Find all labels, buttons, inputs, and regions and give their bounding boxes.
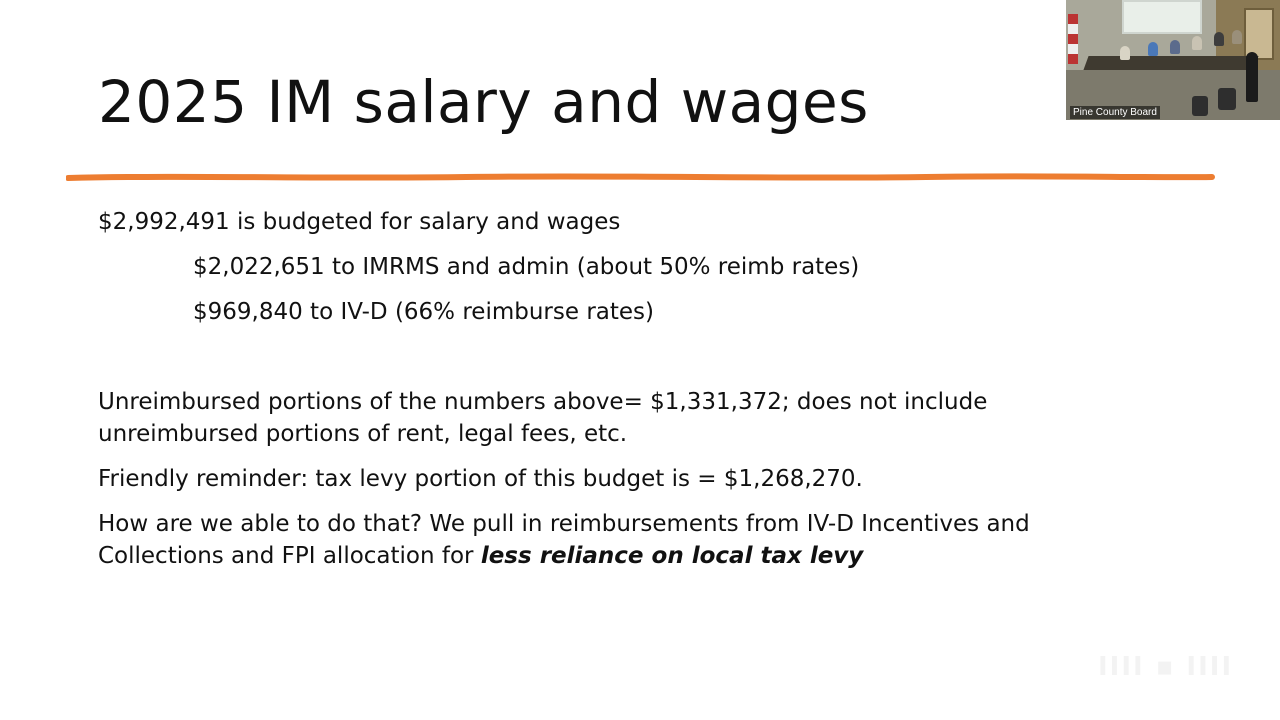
watermark-logo: IIII ▪ IIII (1098, 652, 1234, 682)
webcam-standing-person (1246, 52, 1258, 102)
webcam-person (1214, 32, 1224, 46)
webcam-chair (1192, 96, 1208, 116)
unreimbursed-line-2: unreimbursed portions of rent, legal fees, etc. (98, 421, 628, 447)
budget-line: $2,992,491 is budgeted for salary and wages (98, 209, 621, 235)
how-line-1: How are we able to do that? We pull in reimbursements from IV-D Incentives and (98, 511, 1030, 537)
how-paragraph (98, 508, 1030, 572)
webcam-chair (1218, 88, 1236, 110)
webcam-person (1148, 42, 1158, 56)
webcam-feed (1066, 0, 1280, 120)
webcam-person (1170, 40, 1180, 54)
webcam-label: Pine County Board (1070, 106, 1160, 119)
how-line-2-text: Collections and FPI allocation for (98, 543, 481, 569)
webcam-projector-screen (1122, 0, 1202, 34)
webcam-flag (1068, 14, 1078, 64)
emphasis-text: less reliance on local tax levy (480, 543, 864, 569)
webcam-person (1120, 46, 1130, 60)
webcam-person (1232, 30, 1242, 44)
unreimbursed-line-1: Unreimbursed portions of the numbers above= $1,331,372; does not include (98, 389, 988, 415)
reminder-line: Friendly reminder: tax levy portion of this budget is = $1,268,270. (98, 466, 863, 492)
webcam-board-table (1083, 56, 1258, 70)
imrms-line: $2,022,651 to IMRMS and admin (about 50% reimb rates) (193, 254, 860, 280)
unreimbursed-paragraph (98, 386, 987, 450)
slide-title: 2025 IM salary and wages (98, 68, 869, 136)
ivd-line: $969,840 to IV-D (66% reimburse rates) (193, 299, 654, 325)
title-divider (66, 170, 1216, 184)
how-line-2 (98, 540, 1030, 572)
webcam-person (1192, 36, 1202, 50)
